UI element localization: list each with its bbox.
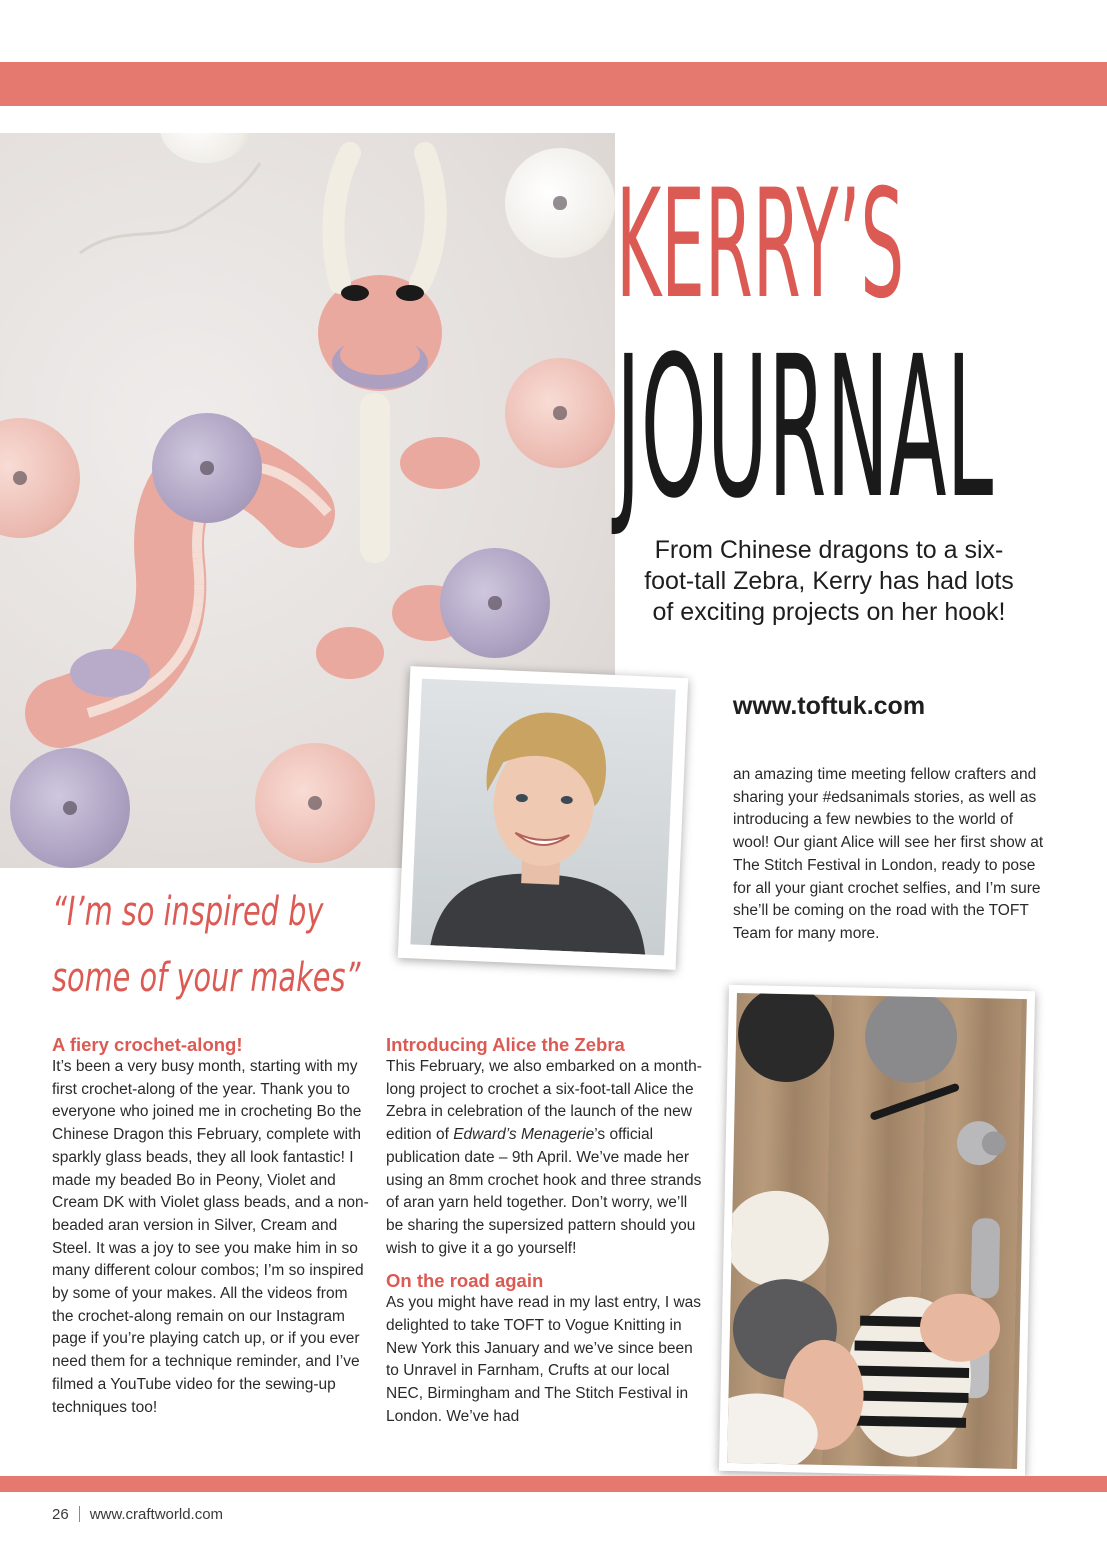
- article-column-3: [733, 764, 1045, 946]
- pull-quote-line-2: some of your makes”: [52, 955, 361, 1001]
- article-column-1: [52, 1034, 372, 1419]
- page-number: 26: [52, 1506, 69, 1523]
- section-body-continued: an amazing time meeting fellow crafters and sharing your #edsanimals stories, as well as introducing a few newbies to the world of wool! Our giant Alice will see her first show at The Stitch Festival in London, ready to pose for all your giant crochet selfies, and I’m sure she’ll be coming on the road with the TOFT Team for many more.: [733, 766, 1044, 942]
- body-text: This February, we also embarked on a month-long project to crochet a six-foot-tall Alice the Zebra in celebration of the launch of the new edition of: [386, 1058, 702, 1144]
- bottom-color-band: [0, 1476, 1107, 1492]
- zebra-illustration: [727, 993, 1027, 1469]
- footer-site-link[interactable]: www.craftworld.com: [89, 1506, 224, 1523]
- lilac-yarn-ball: [152, 413, 262, 523]
- body-text: ’s official publication date – 9th April. We’ve made her using an 8mm crochet hook and three strands of aran yarn held together. Don’t worry, we’ll be sharing the supersized pattern should you wish to give it a go yourself!: [386, 1126, 702, 1257]
- section-heading-alice-zebra: Introducing Alice the Zebra: [386, 1034, 625, 1055]
- portrait-illustration: [410, 679, 675, 956]
- folio: [52, 1506, 223, 1523]
- lilac-yarn-ball: [440, 548, 550, 658]
- website-link[interactable]: www.toftuk.com: [732, 692, 926, 720]
- portrait-frame: [398, 666, 688, 970]
- pink-yarn-ball: [255, 743, 375, 863]
- title-line-2: JOURNAL: [616, 314, 994, 541]
- zebra-photo-frame: [719, 985, 1035, 1477]
- section-body-alice-zebra: [386, 1056, 706, 1260]
- section-heading-on-the-road: On the road again: [386, 1270, 544, 1292]
- standfirst: From Chinese dragons to a six-foot-tall Zebra, Kerry has had lots of exciting projects on her hook!: [644, 536, 1014, 626]
- book-title: Edward’s Menagerie: [453, 1126, 595, 1144]
- section-body-crochet-along: It’s been a very busy month, starting with my first crochet-along of the year. Thank you to everyone who joined me in crocheting Bo the Chinese Dragon this February, complete with sparkly glass beads, they all look fantastic! I made my beaded Bo in Peony, Violet and Cream DK with Violet glass beads, and a non-beaded aran version in Silver, Cream and Steel. It was a joy to see you make him in so many different colour combos; I’m so inspired by some of your makes. All the videos from the crochet-along remain on our Instagram page if you’re playing catch up, or if you ever need them for a technique reminder, and I’ve filmed a YouTube video for the sewing-up techniques too!: [52, 1058, 369, 1416]
- crochet-zebra-photo: [727, 993, 1027, 1469]
- pink-yarn-ball: [505, 358, 615, 468]
- article-column-2: [386, 1034, 706, 1429]
- cream-yarn-ball: [505, 148, 615, 258]
- pull-quote-line-1: “I’m so inspired by: [52, 889, 324, 935]
- kerry-portrait-photo: [410, 679, 675, 956]
- top-color-band: [0, 62, 1107, 106]
- folio-divider: [79, 1506, 80, 1522]
- title-line-1: KERRY’S: [616, 158, 905, 332]
- section-heading-crochet-along: A fiery crochet-along!: [52, 1034, 243, 1055]
- section-body-on-the-road: As you might have read in my last entry, I was delighted to take TOFT to Vogue Knitting in New York this January and we’ve since been to Unravel in Farnham, Crufts at our local NEC, Birmingham and The Stitch Festival in London. We’ve had: [386, 1294, 702, 1425]
- lilac-yarn-ball: [10, 748, 130, 868]
